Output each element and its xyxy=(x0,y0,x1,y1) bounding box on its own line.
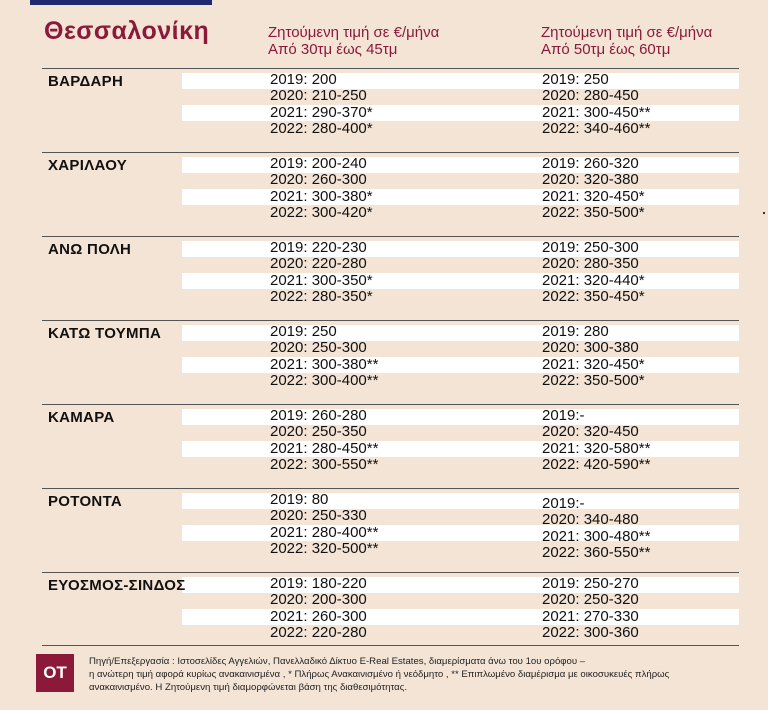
price-entry: 2021: 320-450* xyxy=(542,355,645,373)
row-stripe xyxy=(182,609,739,625)
row-stripe xyxy=(182,325,739,341)
price-entry: 2019: 250 xyxy=(270,323,337,340)
price-entry: 2021: 300-480** xyxy=(542,527,651,545)
row-stripe xyxy=(182,189,739,205)
area-name: ΑΝΩ ΠΟΛΗ xyxy=(48,241,132,258)
area-section-kato-toumpa xyxy=(42,320,739,405)
price-entry: 2021: 280-450** xyxy=(270,439,379,457)
area-section-kamara xyxy=(42,404,739,489)
price-entry: 2021: 320-440* xyxy=(542,271,645,289)
price-entry: 2022: 350-500* xyxy=(542,371,645,389)
price-entry: 2019: 250 xyxy=(542,71,609,88)
price-entry: 2019:- xyxy=(542,495,585,512)
price-entry: 2020: 320-380 xyxy=(542,171,639,189)
price-entry: 2021: 260-300 xyxy=(270,607,367,625)
row-stripe xyxy=(182,105,739,121)
price-entry: 2020: 250-330 xyxy=(270,507,367,525)
price-entry: 2021: 320-580** xyxy=(542,439,651,457)
row-stripe xyxy=(182,241,739,257)
price-entry: 2020: 250-320 xyxy=(542,591,639,609)
source-note-line: η ανώτερη τιμή αφορά κυρίως ανακαινισμένα , * Πλήρως Ανακαινισμένο ή νεόδμητο , ** Επιπλωμένο διαμέρισμα με οικοσυκευές πλήρως xyxy=(89,669,670,680)
area-section-vardari xyxy=(42,68,739,153)
price-entry: 2022: 320-500** xyxy=(270,539,379,557)
price-list-small xyxy=(270,576,367,641)
price-entry: 2021: 300-350* xyxy=(270,271,373,289)
publisher-logo: ΟΤ xyxy=(36,654,74,692)
price-entry: 2021: 300-380** xyxy=(270,355,379,373)
row-stripe xyxy=(182,525,739,541)
price-entry: 2021: 290-370* xyxy=(270,103,373,121)
area-name: ΚΑΤΩ ΤΟΥΜΠΑ xyxy=(48,325,162,342)
price-entry: 2022: 340-460** xyxy=(542,119,651,137)
price-list-large xyxy=(542,496,650,561)
row-stripe xyxy=(182,441,739,457)
area-section-ano-poli xyxy=(42,236,739,321)
price-entry: 2019: 200 xyxy=(270,71,337,88)
stray-dot xyxy=(763,212,765,214)
price-list-small xyxy=(270,408,378,473)
area-name: ΚΑΜΑΡΑ xyxy=(48,409,115,426)
price-entry: 2019: 250-270 xyxy=(542,575,639,592)
row-stripe xyxy=(182,357,739,373)
price-entry: 2020: 340-480 xyxy=(542,511,639,529)
price-entry: 2019: 260-320 xyxy=(542,155,639,172)
row-stripe xyxy=(182,493,739,509)
price-entry: 2021: 300-380* xyxy=(270,187,373,205)
area-section-charilaou xyxy=(42,152,739,237)
price-entry: 2022: 420-590** xyxy=(542,455,651,473)
row-stripe xyxy=(182,409,739,425)
price-entry: 2022: 300-400** xyxy=(270,371,379,389)
price-entry: 2020: 320-450 xyxy=(542,423,639,441)
price-entry: 2021: 280-400** xyxy=(270,523,379,541)
price-entry: 2021: 300-450** xyxy=(542,103,651,121)
price-entry: 2021: 320-450* xyxy=(542,187,645,205)
source-note xyxy=(89,655,729,694)
price-list-large xyxy=(542,324,645,389)
price-entry: 2020: 200-300 xyxy=(270,591,367,609)
area-name: ΕΥΟΣΜΟΣ-ΣΙΝΔΟΣ xyxy=(48,577,186,594)
price-entry: 2019: 260-280 xyxy=(270,407,367,424)
price-list-small xyxy=(270,492,378,557)
row-stripe xyxy=(182,273,739,289)
price-entry: 2020: 300-380 xyxy=(542,339,639,357)
price-list-small xyxy=(270,156,373,221)
price-entry: 2021: 270-330 xyxy=(542,607,639,625)
row-stripe xyxy=(182,157,739,173)
row-stripe xyxy=(182,73,739,89)
price-list-small xyxy=(270,240,373,305)
column-header-line: Ζητούμενη τιμή σε €/μήνα xyxy=(268,24,440,41)
price-list-large xyxy=(542,156,645,221)
price-entry: 2019:- xyxy=(542,407,585,424)
price-entry: 2022: 300-360 xyxy=(542,623,639,641)
price-entry: 2022: 280-400* xyxy=(270,119,373,137)
price-list-large xyxy=(542,576,639,641)
column-header-line: Από 50τμ έως 60τμ xyxy=(541,41,671,58)
price-entry: 2022: 360-550** xyxy=(542,543,651,561)
price-entry: 2019: 180-220 xyxy=(270,575,367,592)
column-header-line: Από 30τμ έως 45τμ xyxy=(268,41,398,58)
price-entry: 2019: 250-300 xyxy=(542,239,639,256)
price-entry: 2020: 250-350 xyxy=(270,423,367,441)
price-entry: 2019: 200-240 xyxy=(270,155,367,172)
price-entry: 2020: 280-350 xyxy=(542,255,639,273)
price-list-small xyxy=(270,324,378,389)
price-entry: 2022: 300-420* xyxy=(270,203,373,221)
price-entry: 2020: 250-300 xyxy=(270,339,367,357)
price-entry: 2020: 280-450 xyxy=(542,87,639,105)
area-section-rotonta xyxy=(42,488,739,573)
footer-divider xyxy=(42,645,739,646)
price-entry: 2019: 80 xyxy=(270,491,329,508)
price-list-small xyxy=(270,72,373,137)
column-header-line: Ζητούμενη τιμή σε €/μήνα xyxy=(541,24,713,41)
price-entry: 2022: 220-280 xyxy=(270,623,367,641)
price-list-large xyxy=(542,72,650,137)
price-entry: 2019: 280 xyxy=(542,323,609,340)
row-stripe xyxy=(182,577,739,593)
price-entry: 2022: 280-350* xyxy=(270,287,373,305)
price-entry: 2020: 220-280 xyxy=(270,255,367,273)
area-name: ΡΟΤΟΝΤΑ xyxy=(48,493,123,510)
area-name: ΒΑΡΔΑΡΗ xyxy=(48,73,124,90)
price-entry: 2020: 210-250 xyxy=(270,87,367,105)
price-entry: 2022: 350-450* xyxy=(542,287,645,305)
column-header-small xyxy=(268,24,439,58)
price-entry: 2022: 300-550** xyxy=(270,455,379,473)
source-note-line: ανακαινισμένο. Η Ζητούμενη τιμή διαμορφώνεται βάση της διαθεσιμότητας. xyxy=(89,682,407,693)
price-list-large xyxy=(542,240,645,305)
area-name: ΧΑΡΙΛΑΟΥ xyxy=(48,157,128,174)
column-header-large xyxy=(541,24,712,58)
price-entry: 2022: 350-500* xyxy=(542,203,645,221)
source-note-line: Πηγή/Επεξεργασία : Ιστοσελίδες Αγγελιών, Πανελλαδικό Δίκτυο E-Real Estates, διαμερίσματα άνω του 1ου ορόφου – xyxy=(89,656,586,667)
price-list-large xyxy=(542,408,650,473)
page-title: Θεσσαλονίκη xyxy=(44,17,210,45)
top-accent-bar xyxy=(30,0,212,5)
price-entry: 2020: 260-300 xyxy=(270,171,367,189)
price-entry: 2019: 220-230 xyxy=(270,239,367,256)
